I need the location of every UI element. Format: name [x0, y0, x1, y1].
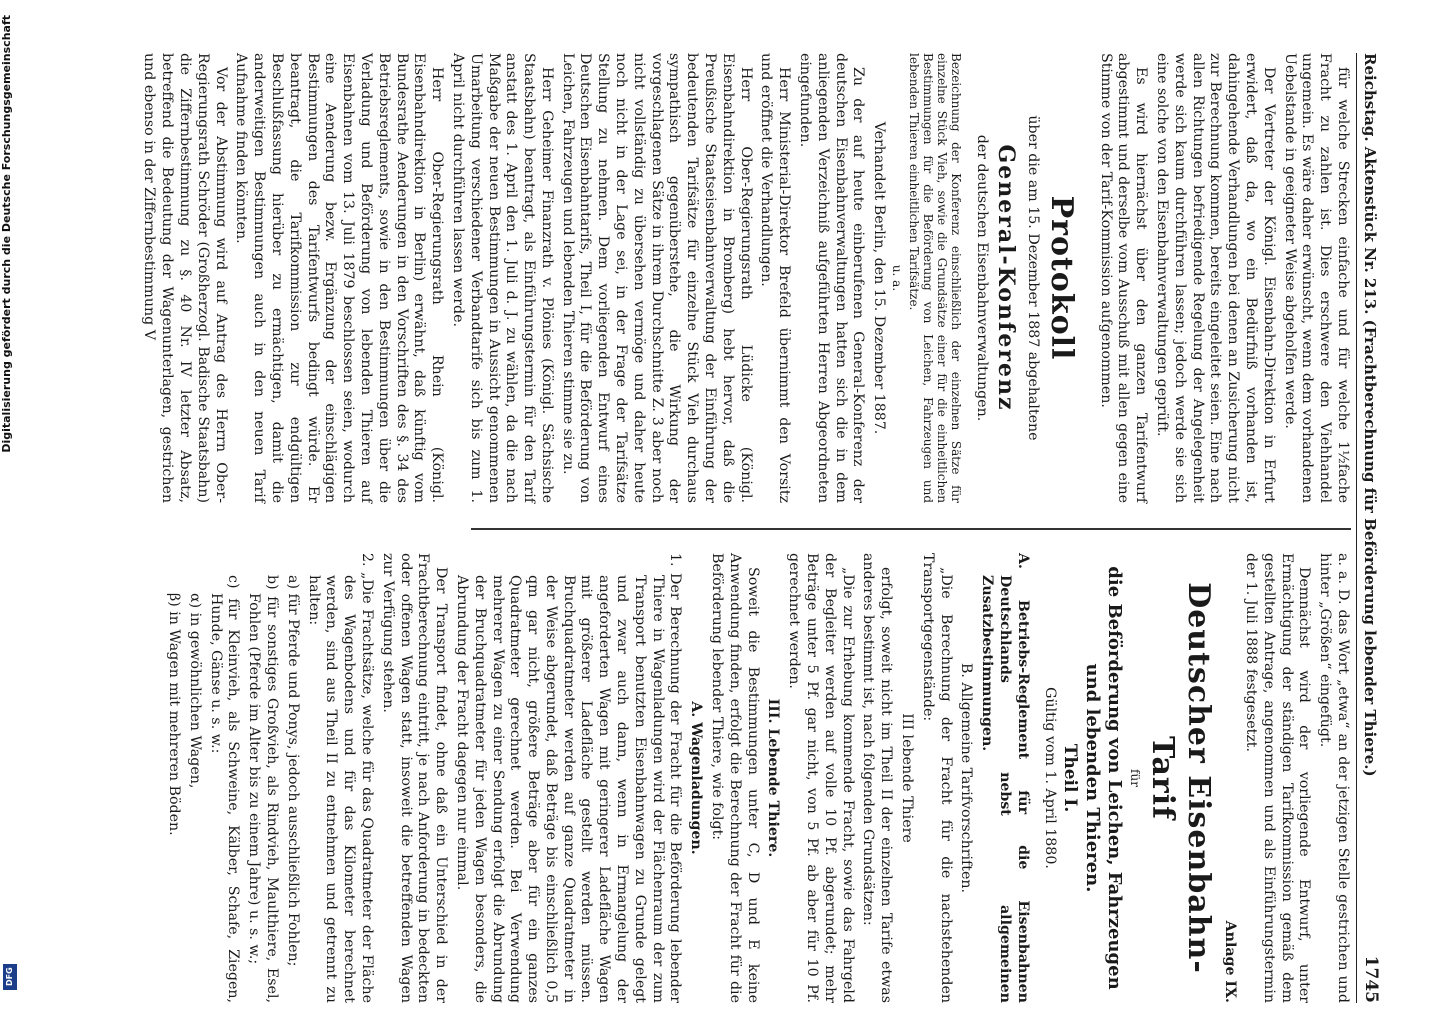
section-b-lebende: III lebende Thiere	[899, 713, 916, 843]
protocol-subtitle: über die am 15. Dezember 1887 abgehaltene	[1024, 115, 1041, 441]
column-divider	[471, 528, 1351, 530]
conference-subtitle: der deutschen Eisenbahnverwaltungen.	[974, 134, 991, 422]
page-number: 1745	[1361, 955, 1381, 1003]
wagonloads-heading: A. Wagenladungen.	[688, 701, 705, 855]
sub-list-item: a) für Pferde und Ponys, jedoch ausschließlich Fohlen;	[284, 575, 301, 967]
left-column	[61, 53, 1351, 503]
section-a-heading: A. Betriebs-Reglement für die Eisenbahnen Deutschlands nebst allgemeinen Zusatzbestimmungen.	[979, 553, 1031, 1003]
body-paragraph: Herr Ober-Regierungsrath Rhein (Königl. Eisenbahndirektion in Berlin) erwähnt, daß künftig vom Bundesrathe Aenderungen in den Vorschriften des §. 34 des Betriebsreglements, sowie in den Bestimmungen über die Verladung und Beförderung von lebenden Thieren auf Eisenbahnen vom 13. Juli 1879 beschlossen seien, wodurch eine Aenderung bezw. Ergänzung der einschlägigen Bestimmungen des Tarifentwurfs bedingt würde. Er beantragt, die Tarifkommission zur endgültigen Beschlußfassung hierüber zu ermächtigen, damit die anderweitigen Bestimmungen auch in den neuen Tarif Aufnahme finden könnten.	[233, 53, 446, 503]
protocol-title: Protokoll	[1043, 195, 1079, 361]
section-b-text: „Die Berechnung der Fracht für die nachstehenden Transportgegenstände:	[919, 553, 954, 1003]
annex-label: Anlage IX.	[1222, 920, 1239, 1003]
body-paragraph: Herr Ministerial-Direktor Brefeld übernimmt den Vorsitz und eröffnet die Verhandlungen.	[758, 53, 793, 503]
intro-paragraph: für welche Strecken einfache und für welche 1½fache Fracht zu zahlen ist. Dies erschwere den Viehhandel ungemein. Es wäre daher erwünscht, wenn dem vorhandenen Uebelstande in geeigneter Weise abgeholfen werde.	[1281, 53, 1351, 503]
place-date: Verhandelt Berlin, den 15. Dezember 1887.	[871, 121, 888, 435]
list-item: 1. Der Berechnung der Fracht für die Beförderung lebender Thiere in Wagenladungen wird der Flächenraum der zum Transport benutzten Eisenbahnwagen zu Grunde gelegt und zwar auch dann, wenn in Ermangelung der angeforderten Wagen mit geringerer Ladefläche Wagen mit größerer Ladefläche gestellt werden müssen. Bruchquadratmeter werden auf ganze Quadratmeter in der Weise abgerundet, daß Beträge bis einschließlich 0,5 qm gar nicht, größere Beträge aber für ein ganzes Quadratmeter gerechnet werden. Bei Verwendung mehrerer Wagen zu einer Sendung erfolgt die Abrundung der Bruchquadratmeter für jeden Wagen besonders, die Abrundung der Fracht dagegen nur einmal.	[453, 553, 684, 1003]
dfg-logo: DFG	[3, 964, 17, 990]
continuation-text: Demnächst wird der vorliegende Entwurf, unter Ermächtigung der ständigen Tarifkommission gemäß dem gestellten Antrage, angenommen und als Einführungstermin der 1. Juli 1888 festgesetzt.	[1243, 553, 1313, 1003]
body-paragraph: Herr Ober-Regierungsrath Lüdicke (Königl. Eisenbahndirektion in Bromberg) hebt hervor, daß die Preußische Staatseisenbahnverwaltung der Einführung der bedeutenden Tarifsätze für einzelne Stück Vieh durchaus sympathisch gegenüberstehe, die Wirkung der vorgeschlagenen Sätze in ihrem Durchschnitte Z. 3 aber noch nicht vollständig zu übersehen vermöge und daher heute noch nicht in der Lage sei, in der Frage der Tarifsätze Stellung zu nehmen. Dem vorliegenden Entwurf eines Deutschen Eisenbahntarifs, Theil I, für die Beförderung von Leichen, Fahrzeugen und lebenden Thieren stimme sie zu.	[559, 53, 754, 503]
sub-sub-list-item: α) in gewöhnlichen Wagen,	[186, 593, 203, 789]
section-b-heading: B. Allgemeine Tarifvorschriften.	[958, 662, 975, 894]
list-item: 2. „Die Frachtsätze, welche für das Quadratmeter der Fläche des Wagenbodens und für das Kilometer berechnet werden, sind aus Theil II zu entnehmen und getrennt zu halten:	[305, 553, 375, 1003]
tariff-validity: Gültig vom 1. April 1880.	[1041, 687, 1058, 869]
running-title: Reichstag. Aktenstück Nr. 213. (Frachtberechnung für Beförderung lebender Thiere.)	[1361, 53, 1379, 777]
body-paragraph: Zu der auf heute einberufenen General-Konferenz der deutschen Eisenbahnverwaltungen hatten sich die in dem anliegenden Verzeichniß aufgeführten Herren Abgeordneten eingefunden.	[797, 53, 867, 503]
body-paragraph: Herr Geheimer Finanzrath v. Plönies (Königl. Sächsische Staatsbahn) beantragt, als Einführungstermin für den Tarif anstatt des 1. April den 1. Juli d. J. zu wählen, da die nach Maßgabe der neuen Bestimmungen in Aussicht genommenen Umarbeitung verschiedener Verbandtarife sich bis zum 1. April nicht durchführen lassen werde.	[449, 53, 555, 503]
text-columns	[51, 53, 1351, 1003]
section-b-paragraph: erfolgt, soweit nicht im Theil II der einzelnen Tarife etwas anderes bestimmt ist, nach folgenden Grundsätzen:	[860, 553, 895, 1003]
tariff-subtitle: die Beförderung von Leichen, Fahrzeugen und lebenden Thieren.	[1082, 566, 1126, 990]
section-b-paragraph: „Die zur Erhebung kommende Fracht, sowie das Fahrgeld der Begleiter werden auf volle 10 Pf. abgerundet; mehr Beträge unter 5 Pf. gar nicht, von 5 Pf. ab aber für 10 Pf. gerechnet werden.	[786, 553, 856, 1003]
intro-paragraph: Es wird hiernächst über den ganzen Tarifentwurf abgestimmt und derselbe vom Ausschuß mit allen gegen eine Stimme von der Tarif-Kommission aufgenommen.	[1097, 53, 1150, 503]
sub-list-item: c) für Kleinvieh, als Schweine, Kälber, Schafe, Ziegen, Hunde, Gänse u. s. w.:	[207, 575, 242, 1003]
tariff-title: Deutscher Eisenbahn-Tarif	[1145, 582, 1217, 974]
sub-list-item: b) für sonstiges Großvieh, als Rindvieh, Maulthiere, Esel, Fohlen (Pferde im Alter bis zu einem Jahre) u. s. w.;	[246, 575, 280, 1003]
document-page	[45, 25, 1395, 1025]
conference-title: General-Konferenz	[993, 144, 1020, 412]
u-a-note: u. a.	[890, 264, 905, 292]
right-column	[61, 553, 1351, 1003]
tariff-fuer: für	[1128, 769, 1143, 787]
side-credit-strip	[0, 0, 20, 1000]
digitization-credit: Digitalisierung gefördert durch die Deutsche Forschungsgemeinschaft	[0, 15, 13, 453]
conference-note: Bezeichnung der Konferenz einschließlich der einzelnen Sätze für einzelne Stück Vieh, sowie die Grundsätze einer für die einheitlichen Bestimmungen für die Beförderung von Leichen, Fahrzeugen und lebenden Thieren einheitlichen Tarifsätze.	[907, 53, 964, 503]
body-paragraph: Vor der Abstimmung wird auf Antrag des Herrn Ober-Regierungsrath Schröder (Großherzogl. Badische Staatsbahn) die Ziffernbestimmung zu §. 40 Nr. IV letzter Absatz, betreffend die Bedeutung der Wagenunterlagen, gestrichen und ebenso in der Ziffernbestimmung V	[141, 53, 229, 503]
continuation-text: a. a. D. das Wort „etwa“ an der jetzigen Stelle gestrichen und hinter „Größen“ eingefügt.	[1317, 553, 1351, 1003]
intro-paragraph: Der Vertreter der Königl. Eisenbahn-Direktion in Erfurt erwidert, daß da, wo ein Bedürfniß vorhanden ist, dahingehende Verhandlungen bei denen an Zusicherung nicht zur Berechnung kommen, bereits eingeleitet seien. Eine nach allen Richtungen befriedigende Regelung der Angelegenheit werde sich kaum durchführen lassen; jedoch werde sie sich eine solche von den Eisenbahnverwaltungen geprüft.	[1154, 53, 1277, 503]
sub-sub-list-item: β) in Wagen mit mehreren Böden.	[165, 593, 182, 836]
section-iii-intro: Soweit die Bestimmungen unter C, D und E keine Anwendung finden, erfolgt die Berechnung der Fracht für die Beförderung lebender Thiere, wie folgt:	[709, 553, 761, 1003]
page-header	[1356, 53, 1395, 1003]
tariff-part: Theil I.	[1060, 743, 1081, 813]
list-item: Der Transport findet, ohne daß ein Unterschied in der Frachtberechnung eintritt, je nach Anforderung in bedeckten oder offenen Wagen statt, insoweit die betreffenden Wagen zur Verfügung stehen.	[379, 553, 450, 1003]
section-iii-heading: III. Lebende Thiere.	[765, 698, 782, 858]
